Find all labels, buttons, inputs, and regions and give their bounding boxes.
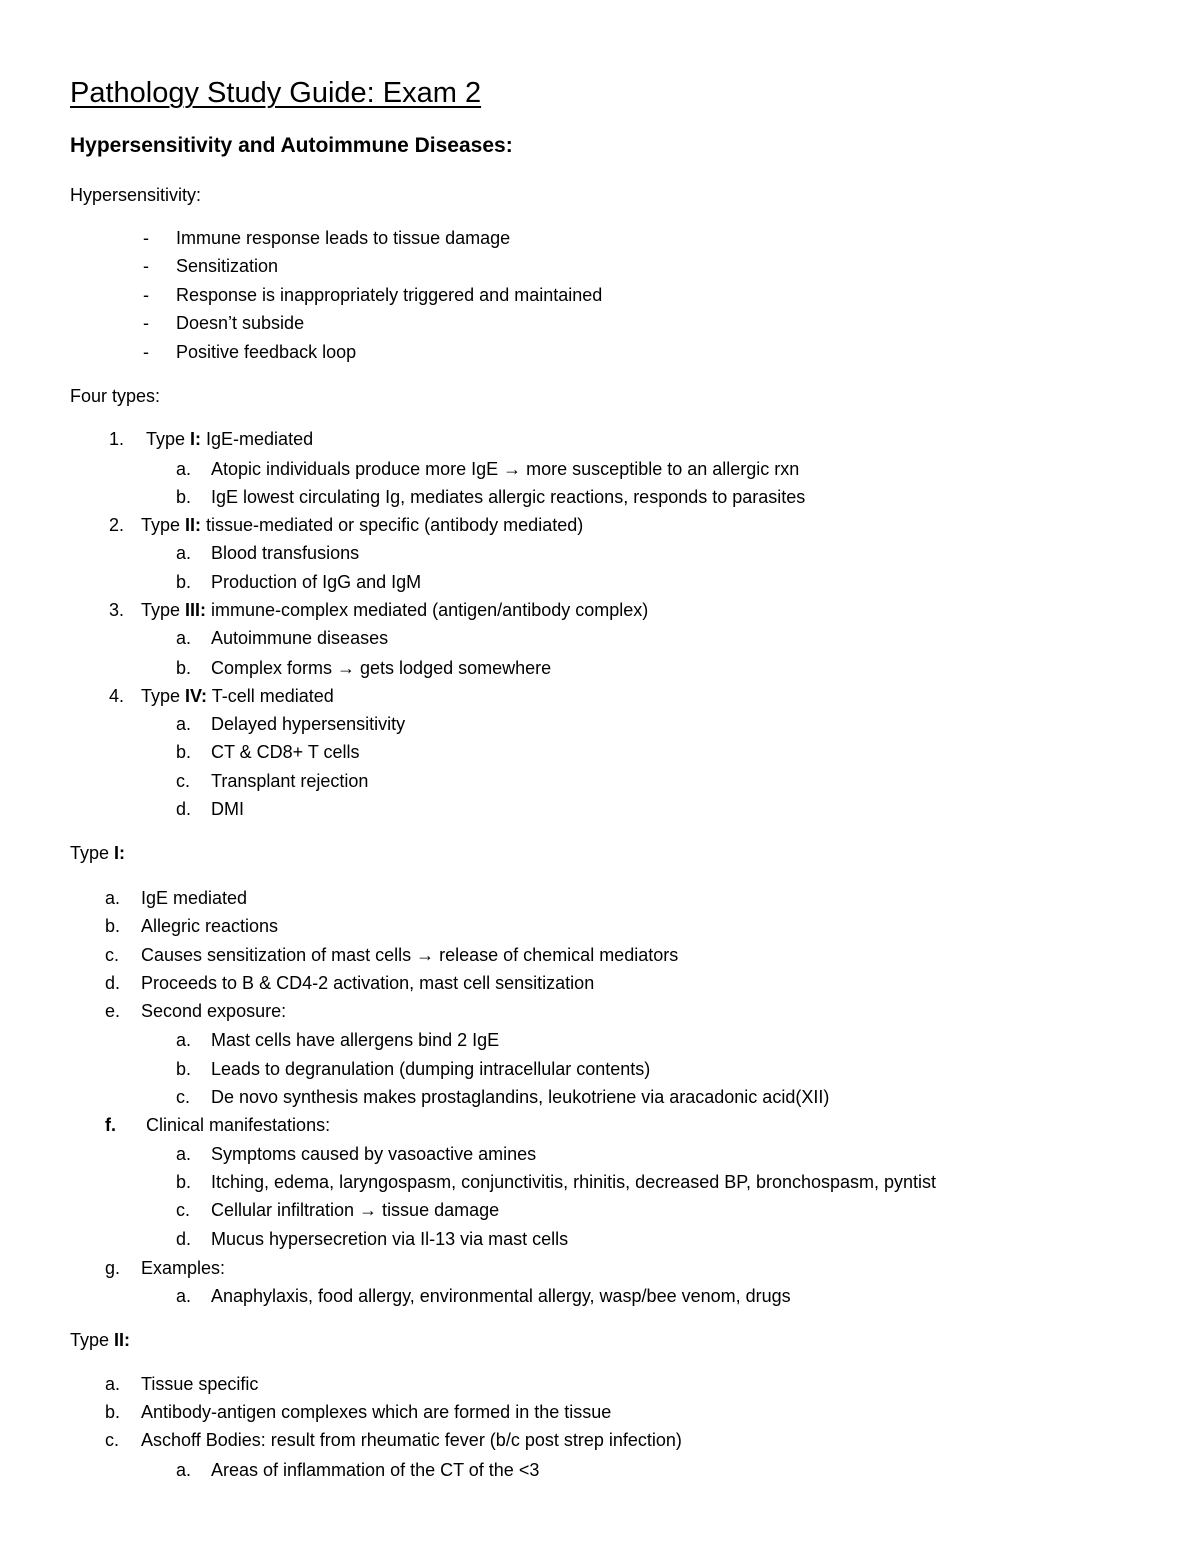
list-item: Proceeds to B & CD4-2 activation, mast cell sensitization [141,973,595,993]
type-one-heading [70,842,125,864]
list-item [141,599,648,621]
list-item: Second exposure: [141,1001,287,1021]
type-bold: IV: [185,686,208,706]
sub-item: Itching, edema, laryngospasm, conjunctivitis, rhinitis, decreased BP, bronchospasm, pyntist [211,1172,937,1192]
list-item: Causes sensitization of mast cells → release of chemical mediators [141,945,679,965]
sub-marker: b. [176,1059,192,1079]
sub-marker: b. [176,658,192,678]
list-marker: d. [105,973,121,993]
sub-marker: d. [176,799,192,819]
list-item: Clinical manifestations: [146,1115,331,1135]
list-number: 3. [108,600,124,620]
sub-marker: c. [176,1087,191,1107]
list-marker: a. [105,1374,121,1394]
sub-marker: a. [176,1030,192,1050]
section-heading: Hypersensitivity and Autoimmune Diseases: [70,134,513,157]
list-marker: g. [105,1258,121,1278]
list-item: Antibody-antigen complexes which are formed in the tissue [141,1402,612,1422]
bullet-dash: - [143,313,149,333]
list-item: Allegric reactions [141,916,279,936]
type-lead: Type [70,843,115,863]
list-marker: c. [105,945,120,965]
sub-item: Atopic individuals produce more IgE → more susceptible to an allergic rxn [211,459,800,479]
bullet-dash: - [143,256,149,276]
type-rest: tissue-mediated or specific (antibody mediated) [201,515,584,535]
sub-marker: a. [176,1460,192,1480]
sub-marker: c. [176,1200,191,1220]
list-item: IgE mediated [141,888,248,908]
sub-marker: b. [176,487,192,507]
list-item [141,514,583,536]
sub-item: Mucus hypersecretion via Il-13 via mast cells [211,1229,569,1249]
sub-item: Cellular infiltration → tissue damage [211,1200,500,1220]
sub-item: Production of IgG and IgM [211,572,422,592]
type-lead: Type [141,686,186,706]
sub-marker: a. [176,628,192,648]
list-item: Doesn’t subside [176,313,305,333]
sub-item: Transplant rejection [211,771,369,791]
list-marker: b. [105,1402,121,1422]
sub-item: Complex forms → gets lodged somewhere [211,658,552,678]
sub-item: Blood transfusions [211,543,360,563]
sub-marker: c. [176,771,191,791]
sub-marker: a. [176,1286,192,1306]
type-bold: II: [114,1330,131,1350]
sub-item: IgE lowest circulating Ig, mediates allergic reactions, responds to parasites [211,487,806,507]
hypersensitivity-label: Hypersensitivity: [70,185,202,205]
list-item: Examples: [141,1258,226,1278]
list-number: 1. [108,429,124,449]
bullet-dash: - [143,342,149,362]
four-types-label: Four types: [70,386,161,406]
list-item: Immune response leads to tissue damage [176,228,511,248]
sub-marker: b. [176,742,192,762]
type-lead: Type [141,600,186,620]
list-marker: f. [105,1115,116,1135]
type-lead: Type [141,515,186,535]
list-item: Aschoff Bodies: result from rheumatic fever (b/c post strep infection) [141,1430,682,1450]
bullet-dash: - [143,228,149,248]
list-item: Sensitization [176,256,279,276]
sub-marker: d. [176,1229,192,1249]
type-two-heading [70,1329,130,1351]
sub-marker: a. [176,1144,192,1164]
list-item [141,685,334,707]
type-rest: immune-complex mediated (antigen/antibody complex) [206,600,649,620]
list-marker: a. [105,888,121,908]
sub-item: Areas of inflammation of the CT of the <3 [211,1460,540,1480]
sub-marker: a. [176,543,192,563]
sub-marker: b. [176,572,192,592]
type-bold: I: [190,429,202,449]
type-bold: I: [114,843,126,863]
list-number: 4. [108,686,124,706]
list-item: Response is inappropriately triggered and maintained [176,285,603,305]
type-bold: III: [185,600,207,620]
list-marker: b. [105,916,121,936]
list-item [146,428,313,450]
list-item: Positive feedback loop [176,342,357,362]
sub-item: De novo synthesis makes prostaglandins, leukotriene via aracadonic acid(XII) [211,1087,830,1107]
type-rest: IgE-mediated [201,429,314,449]
type-rest: T-cell mediated [207,686,334,706]
sub-item: DMI [211,799,244,819]
page-title: Pathology Study Guide: Exam 2 [70,77,482,109]
sub-marker: a. [176,714,192,734]
list-marker: c. [105,1430,120,1450]
type-bold: II: [185,515,202,535]
sub-item: Delayed hypersensitivity [211,714,406,734]
sub-item: Mast cells have allergens bind 2 IgE [211,1030,500,1050]
sub-item: Autoimmune diseases [211,628,389,648]
list-marker: e. [105,1001,121,1021]
type-lead: Type [146,429,191,449]
sub-item: CT & CD8+ T cells [211,742,360,762]
list-item: Tissue specific [141,1374,259,1394]
sub-marker: a. [176,459,192,479]
type-lead: Type [70,1330,115,1350]
list-number: 2. [108,515,124,535]
sub-item: Symptoms caused by vasoactive amines [211,1144,537,1164]
sub-item: Leads to degranulation (dumping intracellular contents) [211,1059,651,1079]
sub-marker: b. [176,1172,192,1192]
bullet-dash: - [143,285,149,305]
sub-item: Anaphylaxis, food allergy, environmental allergy, wasp/bee venom, drugs [211,1286,791,1306]
